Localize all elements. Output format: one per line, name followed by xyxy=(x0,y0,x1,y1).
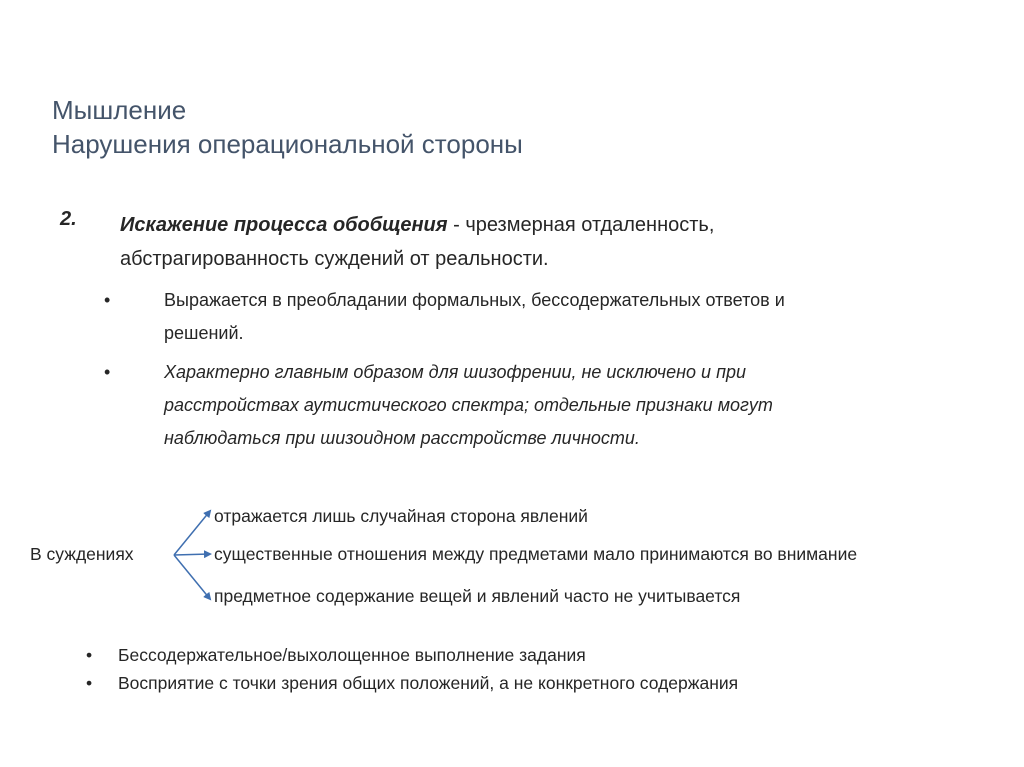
bullet-text xyxy=(164,356,773,455)
bullet-marker: • xyxy=(86,673,93,693)
diagram-target: предметное содержание вещей и явлений часто не учитывается xyxy=(214,586,741,606)
bullet-line: наблюдаться при шизоидном расстройстве личности. xyxy=(164,428,640,448)
point-definition-1: - чрезмерная отдаленность, xyxy=(447,214,715,236)
point-definition-2: абстрагированность суждений от реальности. xyxy=(120,248,549,270)
diagram-target: существенные отношения между предметами мало принимаются во внимание xyxy=(214,544,858,564)
arrow-up xyxy=(174,511,210,555)
bullet-text xyxy=(164,284,785,350)
bullet-line: решений. xyxy=(164,323,244,343)
arrow-middle xyxy=(174,554,210,555)
bottom-bullet-text: Восприятие с точки зрения общих положений, а не конкретного содержания xyxy=(118,673,739,693)
point-number: 2. xyxy=(60,208,77,230)
bullet-line: Характерно главным образом для шизофрении, не исключено и при xyxy=(164,362,746,382)
bottom-bullet-text: Бессодержательное/выхолощенное выполнение задания xyxy=(118,645,586,665)
slide-title xyxy=(52,93,523,161)
point-term: Искажение процесса обобщения xyxy=(120,214,448,236)
bullet-marker: • xyxy=(104,290,111,310)
bullet-marker: • xyxy=(104,362,111,382)
bullet-marker: • xyxy=(86,645,93,665)
title-line-1: Мышление xyxy=(52,95,187,125)
branch-arrows xyxy=(160,505,220,605)
diagram-source: В суждениях xyxy=(30,544,134,564)
diagram-target: отражается лишь случайная сторона явлений xyxy=(214,506,588,526)
bullet-line: Выражается в преобладании формальных, бессодержательных ответов и xyxy=(164,290,785,310)
title-line-2: Нарушения операциональной стороны xyxy=(52,129,523,159)
arrow-down xyxy=(174,555,210,599)
point-text xyxy=(120,208,714,276)
bullet-line: расстройствах аутистического спектра; отдельные признаки могут xyxy=(164,395,773,415)
